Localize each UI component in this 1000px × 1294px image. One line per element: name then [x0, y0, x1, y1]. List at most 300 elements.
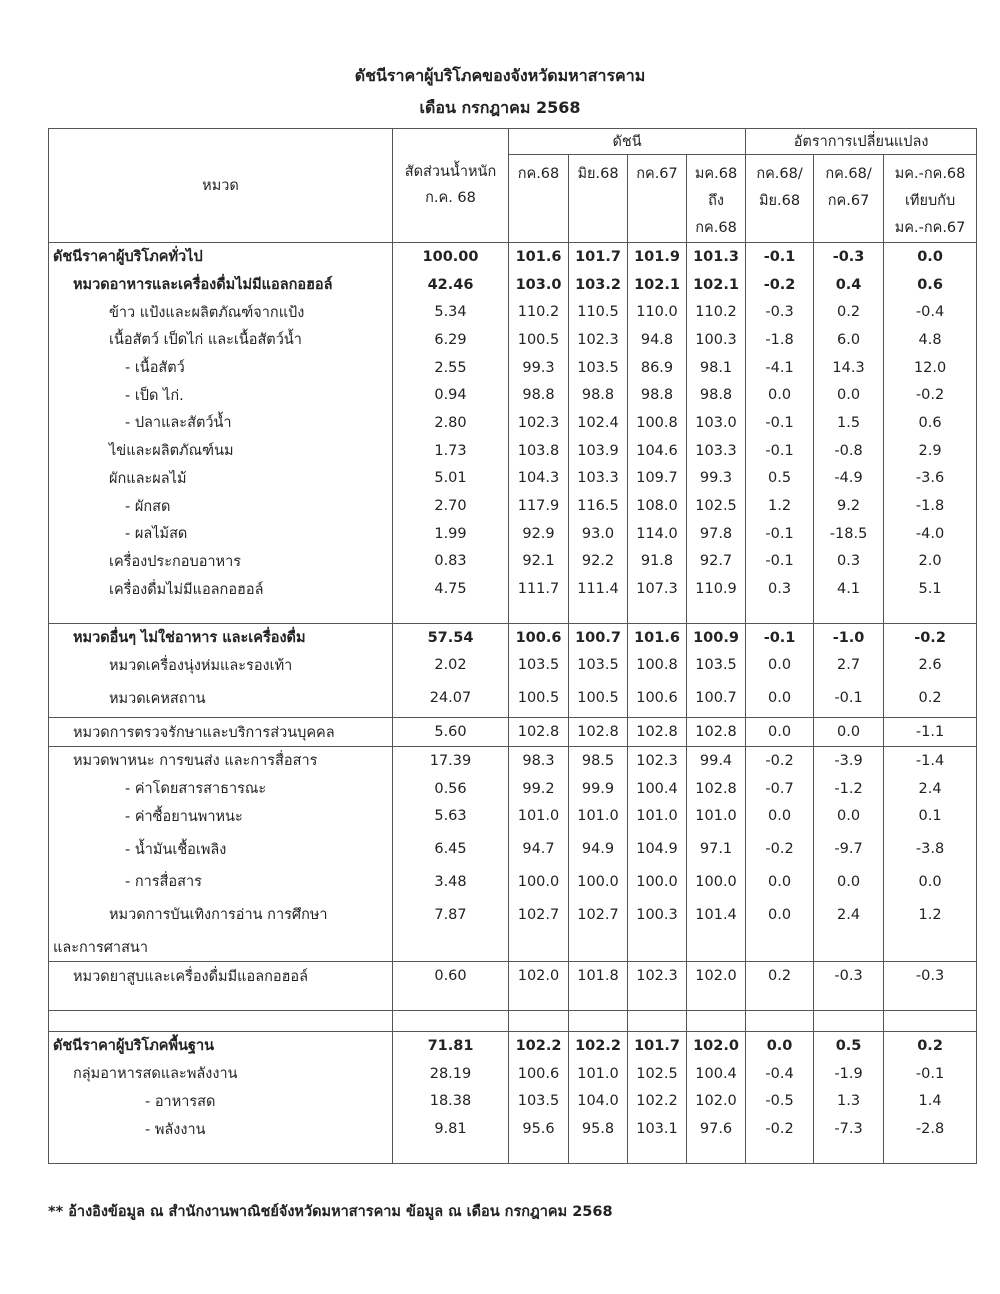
weight-cell: 6.29: [393, 326, 509, 354]
footnote: ** อ้างอิงข้อมูล ณ สำนักงานพาณิชย์จังหวัดมหาสารคาม ข้อมูล ณ เดือน กรกฎาคม 2568: [48, 1204, 613, 1220]
row-label: หมวดอื่นๆ ไม่ใช่อาหาร และเครื่องดื่ม: [49, 623, 393, 651]
table-row: [49, 298, 977, 326]
table-row: [49, 623, 977, 651]
index-cell: 100.3: [628, 896, 687, 934]
header-col4: [687, 155, 746, 243]
change-cell: 0.0: [746, 718, 814, 747]
row-label: - น้ำมันเชื้อเพลิง: [49, 830, 393, 868]
index-cell: 100.4: [628, 775, 687, 803]
change-cell: 0.5: [814, 1032, 884, 1060]
weight-cell: 2.80: [393, 409, 509, 437]
change-cell: -0.3: [814, 243, 884, 271]
index-cell: 100.7: [569, 623, 628, 651]
index-cell: 102.7: [509, 896, 569, 934]
change-cell: 2.7: [814, 652, 884, 680]
change-cell: -3.8: [884, 830, 977, 868]
change-cell: -0.2: [746, 1115, 814, 1143]
change-cell: -3.6: [884, 465, 977, 493]
index-cell: 98.3: [509, 747, 569, 775]
change-cell: 0.2: [814, 298, 884, 326]
index-cell: 104.0: [569, 1088, 628, 1116]
spacer-cell: [569, 603, 628, 624]
index-cell: 103.5: [569, 354, 628, 382]
change-cell: 14.3: [814, 354, 884, 382]
index-cell: 101.0: [509, 802, 569, 830]
index-cell: 101.0: [569, 802, 628, 830]
change-cell: -4.1: [746, 354, 814, 382]
change-cell: -0.3: [746, 298, 814, 326]
index-cell: 103.9: [569, 437, 628, 465]
weight-cell: 42.46: [393, 271, 509, 299]
change-cell: -0.1: [746, 520, 814, 548]
index-cell: 94.8: [628, 326, 687, 354]
index-cell: 101.6: [628, 623, 687, 651]
index-cell: 94.9: [569, 830, 628, 868]
weight-cell: 5.01: [393, 465, 509, 493]
index-cell: 102.1: [628, 271, 687, 299]
table-row: [49, 775, 977, 803]
change-cell: 2.0: [884, 548, 977, 576]
index-cell: [509, 934, 569, 962]
index-cell: 102.3: [569, 326, 628, 354]
spacer-row: [49, 1143, 977, 1164]
header-col4-line1: มค.68: [694, 166, 738, 182]
index-cell: 101.7: [569, 243, 628, 271]
index-cell: 99.9: [569, 775, 628, 803]
spacer-cell: [884, 1011, 977, 1032]
spacer-cell: [687, 1143, 746, 1164]
change-cell: 0.0: [746, 868, 814, 896]
index-cell: 107.3: [628, 575, 687, 603]
row-label: ไข่และผลิตภัณฑ์นม: [49, 437, 393, 465]
change-cell: -0.1: [746, 409, 814, 437]
weight-cell: 3.48: [393, 868, 509, 896]
index-cell: 111.4: [569, 575, 628, 603]
spacer-row: [49, 603, 977, 624]
table-row: [49, 326, 977, 354]
change-cell: -1.4: [884, 747, 977, 775]
table-row: [49, 652, 977, 680]
spacer-cell: [814, 603, 884, 624]
header-col7-line3: มค.-กค.67: [894, 220, 966, 236]
header-col6-line1: กค.68/: [825, 166, 872, 182]
table-row: [49, 492, 977, 520]
index-cell: 103.5: [687, 652, 746, 680]
table-row: [49, 830, 977, 868]
change-cell: -0.1: [814, 679, 884, 718]
index-cell: 103.5: [509, 1088, 569, 1116]
header-col7: [884, 155, 977, 243]
change-cell: -0.8: [814, 437, 884, 465]
spacer-cell: [746, 603, 814, 624]
index-cell: 99.2: [509, 775, 569, 803]
change-cell: -0.1: [746, 548, 814, 576]
row-label: - อาหารสด: [49, 1088, 393, 1116]
index-cell: 97.6: [687, 1115, 746, 1143]
index-cell: 97.1: [687, 830, 746, 868]
index-cell: 103.3: [687, 437, 746, 465]
index-cell: 103.5: [509, 652, 569, 680]
row-label: หมวดเคหสถาน: [49, 679, 393, 718]
change-cell: 0.3: [746, 575, 814, 603]
weight-cell: 7.87: [393, 896, 509, 934]
header-col4-line2: ถึง: [708, 193, 724, 209]
change-cell: 0.2: [884, 1032, 977, 1060]
index-cell: 97.8: [687, 520, 746, 548]
row-label: เนื้อสัตว์ เป็ดไก่ และเนื้อสัตว์น้ำ: [49, 326, 393, 354]
change-cell: 0.0: [746, 652, 814, 680]
index-cell: 100.4: [687, 1060, 746, 1088]
change-cell: 0.4: [814, 271, 884, 299]
row-label: - ค่าซื้อยานพาหนะ: [49, 802, 393, 830]
header-weight-line1: สัดส่วนน้ำหนัก: [404, 164, 497, 180]
change-cell: -0.2: [746, 747, 814, 775]
header-col6: [814, 155, 884, 243]
change-cell: 0.1: [884, 802, 977, 830]
table-row: [49, 575, 977, 603]
index-cell: 93.0: [569, 520, 628, 548]
row-label: - เป็ด ไก่.: [49, 381, 393, 409]
index-cell: 103.0: [687, 409, 746, 437]
index-cell: 101.4: [687, 896, 746, 934]
change-cell: 1.4: [884, 1088, 977, 1116]
index-cell: 98.5: [569, 747, 628, 775]
table-row: [49, 802, 977, 830]
change-cell: 1.5: [814, 409, 884, 437]
index-cell: 110.2: [687, 298, 746, 326]
index-cell: 92.2: [569, 548, 628, 576]
index-cell: 101.8: [569, 962, 628, 990]
index-cell: 110.0: [628, 298, 687, 326]
change-cell: 0.0: [814, 802, 884, 830]
spacer-cell: [746, 990, 814, 1011]
row-label: - ผลไม้สด: [49, 520, 393, 548]
row-label: หมวดการบันเทิงการอ่าน การศึกษา: [49, 896, 393, 934]
table-row: [49, 934, 977, 962]
index-cell: 102.2: [628, 1088, 687, 1116]
index-cell: 100.8: [628, 652, 687, 680]
index-cell: 101.0: [628, 802, 687, 830]
index-cell: [687, 934, 746, 962]
weight-cell: 2.55: [393, 354, 509, 382]
spacer-cell: [628, 1011, 687, 1032]
change-cell: -0.1: [746, 243, 814, 271]
spacer-cell: [814, 1143, 884, 1164]
change-cell: -0.5: [746, 1088, 814, 1116]
weight-cell: [393, 934, 509, 962]
header-col6-line2: กค.67: [827, 193, 870, 209]
change-cell: [814, 934, 884, 962]
change-cell: 5.1: [884, 575, 977, 603]
change-cell: 0.0: [814, 381, 884, 409]
row-label: - พลังงาน: [49, 1115, 393, 1143]
index-cell: 104.9: [628, 830, 687, 868]
spacer-cell: [569, 1143, 628, 1164]
weight-cell: 0.94: [393, 381, 509, 409]
index-cell: 102.7: [569, 896, 628, 934]
index-cell: 91.8: [628, 548, 687, 576]
index-cell: 94.7: [509, 830, 569, 868]
index-cell: 102.8: [687, 775, 746, 803]
index-cell: 117.9: [509, 492, 569, 520]
index-cell: 102.2: [509, 1032, 569, 1060]
spacer-cell: [628, 603, 687, 624]
row-label: - เนื้อสัตว์: [49, 354, 393, 382]
index-cell: 103.1: [628, 1115, 687, 1143]
weight-cell: 18.38: [393, 1088, 509, 1116]
table-row: [49, 718, 977, 747]
header-col7-line1: มค.-กค.68: [894, 166, 966, 182]
change-cell: -0.2: [746, 271, 814, 299]
spacer-cell: [49, 1143, 393, 1164]
spacer-cell: [746, 1143, 814, 1164]
change-cell: 0.0: [746, 896, 814, 934]
index-cell: 102.0: [687, 962, 746, 990]
table-row: [49, 1088, 977, 1116]
index-cell: 100.3: [687, 326, 746, 354]
spacer-cell: [628, 990, 687, 1011]
change-cell: -1.9: [814, 1060, 884, 1088]
table-row: [49, 868, 977, 896]
header-col7-line2: เทียบกับ: [904, 193, 956, 209]
index-cell: 114.0: [628, 520, 687, 548]
change-cell: -18.5: [814, 520, 884, 548]
index-cell: 102.5: [628, 1060, 687, 1088]
change-cell: -1.0: [814, 623, 884, 651]
change-cell: -4.9: [814, 465, 884, 493]
spacer-cell: [687, 1011, 746, 1032]
change-cell: 1.2: [884, 896, 977, 934]
index-cell: 100.0: [687, 868, 746, 896]
table-body: [49, 243, 977, 1164]
index-cell: 98.8: [628, 381, 687, 409]
spacer-cell: [628, 1143, 687, 1164]
change-cell: -0.1: [746, 437, 814, 465]
change-cell: -4.0: [884, 520, 977, 548]
index-cell: 98.8: [687, 381, 746, 409]
table-row: [49, 271, 977, 299]
spacer-cell: [884, 1143, 977, 1164]
row-label: - ผักสด: [49, 492, 393, 520]
change-cell: -0.2: [884, 623, 977, 651]
index-cell: 109.7: [628, 465, 687, 493]
change-cell: 0.0: [884, 868, 977, 896]
table-row: [49, 896, 977, 934]
index-cell: 111.7: [509, 575, 569, 603]
spacer-cell: [509, 1011, 569, 1032]
weight-cell: 5.63: [393, 802, 509, 830]
index-cell: 98.8: [569, 381, 628, 409]
header-weight-line2: ก.ค. 68: [425, 190, 476, 206]
spacer-cell: [49, 603, 393, 624]
change-cell: -0.3: [884, 962, 977, 990]
spacer-cell: [687, 990, 746, 1011]
index-cell: 99.3: [509, 354, 569, 382]
row-label: ผักและผลไม้: [49, 465, 393, 493]
index-cell: 110.5: [569, 298, 628, 326]
index-cell: 101.0: [687, 802, 746, 830]
index-cell: 110.2: [509, 298, 569, 326]
spacer-cell: [49, 990, 393, 1011]
spacer-cell: [509, 1143, 569, 1164]
spacer-cell: [687, 603, 746, 624]
table-row: [49, 381, 977, 409]
index-cell: 98.8: [509, 381, 569, 409]
index-cell: 102.8: [628, 718, 687, 747]
index-cell: 101.9: [628, 243, 687, 271]
change-cell: -1.1: [884, 718, 977, 747]
change-cell: 0.0: [746, 1032, 814, 1060]
row-label: หมวดเครื่องนุ่งห่มและรองเท้า: [49, 652, 393, 680]
row-label: หมวดอาหารและเครื่องดื่มไม่มีแอลกอฮอล์: [49, 271, 393, 299]
change-cell: 0.0: [814, 718, 884, 747]
page-subtitle: เดือน กรกฎาคม 2568: [419, 98, 581, 117]
index-cell: 102.3: [628, 962, 687, 990]
weight-cell: 9.81: [393, 1115, 509, 1143]
index-cell: 86.9: [628, 354, 687, 382]
row-label: ดัชนีราคาผู้บริโภคทั่วไป: [49, 243, 393, 271]
index-cell: 102.2: [569, 1032, 628, 1060]
row-label: เครื่องดื่มไม่มีแอลกอฮอล์: [49, 575, 393, 603]
spacer-cell: [393, 1143, 509, 1164]
index-cell: 100.8: [628, 409, 687, 437]
table-row: [49, 520, 977, 548]
change-cell: 0.0: [746, 381, 814, 409]
change-cell: 1.3: [814, 1088, 884, 1116]
index-cell: 102.3: [509, 409, 569, 437]
index-cell: 101.3: [687, 243, 746, 271]
row-label: หมวดการตรวจรักษาและบริการส่วนบุคคล: [49, 718, 393, 747]
cpi-table: [48, 128, 977, 1164]
index-cell: 98.1: [687, 354, 746, 382]
change-cell: -1.2: [814, 775, 884, 803]
spacer-cell: [884, 990, 977, 1011]
index-cell: 104.3: [509, 465, 569, 493]
header-col2: มิย.68: [569, 155, 628, 243]
weight-cell: 57.54: [393, 623, 509, 651]
change-cell: -3.9: [814, 747, 884, 775]
header-col5-line1: กค.68/: [756, 166, 803, 182]
index-cell: 102.8: [687, 718, 746, 747]
spacer-row: [49, 990, 977, 1011]
header-col4-line3: กค.68: [695, 220, 737, 236]
table-row: [49, 1060, 977, 1088]
table-row: [49, 465, 977, 493]
index-cell: 100.5: [509, 326, 569, 354]
change-cell: 0.3: [814, 548, 884, 576]
index-cell: [628, 934, 687, 962]
index-cell: 116.5: [569, 492, 628, 520]
table-row: [49, 747, 977, 775]
index-cell: 103.8: [509, 437, 569, 465]
row-label: ดัชนีราคาผู้บริโภคพื้นฐาน: [49, 1032, 393, 1060]
row-label: - ค่าโดยสารสาธารณะ: [49, 775, 393, 803]
change-cell: -1.8: [746, 326, 814, 354]
index-cell: 108.0: [628, 492, 687, 520]
weight-cell: 4.75: [393, 575, 509, 603]
index-cell: 102.0: [687, 1088, 746, 1116]
change-cell: -0.4: [746, 1060, 814, 1088]
row-label: หมวดยาสูบและเครื่องดื่มมีแอลกอฮอล์: [49, 962, 393, 990]
weight-cell: 0.83: [393, 548, 509, 576]
index-cell: 101.0: [569, 1060, 628, 1088]
change-cell: 0.0: [746, 679, 814, 718]
index-cell: 95.8: [569, 1115, 628, 1143]
change-cell: 2.4: [814, 896, 884, 934]
weight-cell: 1.73: [393, 437, 509, 465]
index-cell: [569, 934, 628, 962]
spacer-cell: [569, 990, 628, 1011]
change-cell: -2.8: [884, 1115, 977, 1143]
index-cell: 100.6: [509, 1060, 569, 1088]
change-cell: 2.9: [884, 437, 977, 465]
change-cell: -7.3: [814, 1115, 884, 1143]
header-col5: [746, 155, 814, 243]
index-cell: 100.7: [687, 679, 746, 718]
weight-cell: 100.00: [393, 243, 509, 271]
weight-cell: 71.81: [393, 1032, 509, 1060]
index-cell: 102.5: [687, 492, 746, 520]
change-cell: -1.8: [884, 492, 977, 520]
change-cell: 0.6: [884, 271, 977, 299]
index-cell: 102.0: [509, 962, 569, 990]
index-cell: 102.1: [687, 271, 746, 299]
weight-cell: 28.19: [393, 1060, 509, 1088]
index-cell: 99.3: [687, 465, 746, 493]
index-cell: 101.7: [628, 1032, 687, 1060]
table-row: [49, 243, 977, 271]
change-cell: 0.2: [884, 679, 977, 718]
change-cell: -0.4: [884, 298, 977, 326]
spacer-cell: [814, 1011, 884, 1032]
index-cell: 100.0: [569, 868, 628, 896]
row-label: กลุ่มอาหารสดและพลังงาน: [49, 1060, 393, 1088]
weight-cell: 5.60: [393, 718, 509, 747]
table-row: [49, 354, 977, 382]
header-col5-line2: มิย.68: [758, 193, 801, 209]
change-cell: [884, 934, 977, 962]
row-label: หมวดพาหนะ การขนส่ง และการสื่อสาร: [49, 747, 393, 775]
index-cell: 92.7: [687, 548, 746, 576]
change-cell: 9.2: [814, 492, 884, 520]
header-col3: กค.67: [628, 155, 687, 243]
index-cell: 103.0: [509, 271, 569, 299]
index-cell: 103.5: [569, 652, 628, 680]
index-cell: 103.3: [569, 465, 628, 493]
index-cell: 102.4: [569, 409, 628, 437]
change-cell: -0.2: [884, 381, 977, 409]
change-cell: 0.0: [746, 802, 814, 830]
spacer-cell: [509, 990, 569, 1011]
table-row: [49, 1115, 977, 1143]
header-weight: [393, 129, 509, 243]
index-cell: 101.6: [509, 243, 569, 271]
change-cell: 0.0: [814, 868, 884, 896]
change-cell: 6.0: [814, 326, 884, 354]
table-row: [49, 962, 977, 990]
index-cell: 104.6: [628, 437, 687, 465]
index-cell: 102.8: [509, 718, 569, 747]
table-row: [49, 409, 977, 437]
row-label: - การสื่อสาร: [49, 868, 393, 896]
spacer-cell: [746, 1011, 814, 1032]
index-cell: 102.3: [628, 747, 687, 775]
weight-cell: 17.39: [393, 747, 509, 775]
change-cell: 0.0: [884, 243, 977, 271]
change-cell: -0.1: [884, 1060, 977, 1088]
change-cell: 0.6: [884, 409, 977, 437]
spacer-cell: [884, 603, 977, 624]
